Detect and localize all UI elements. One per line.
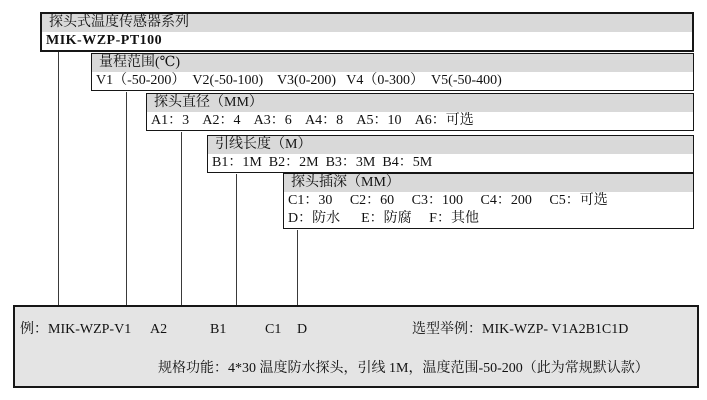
- example-code-a: A2: [150, 322, 168, 337]
- series-model: MIK-WZP-PT100: [42, 32, 692, 50]
- spec-description: 规格功能：4*30 温度防水探头，引线 1M，温度范围-50-200（此为常规默认款）: [158, 361, 649, 376]
- example-prefix: 例：MIK-WZP-V1: [20, 322, 132, 337]
- lead-length-header: 引线长度（M）: [208, 136, 693, 154]
- insertion-depth-box: [283, 173, 694, 229]
- insertion-depth-options: C1：30 C2：60 C3：100 C4：200 C5：可选: [284, 192, 693, 210]
- connector-line-series: [58, 52, 59, 305]
- insertion-depth-header: 探头插深（MM）: [284, 174, 693, 192]
- series-title: 探头式温度传感器系列: [42, 14, 692, 32]
- example-code-d: D: [297, 322, 308, 337]
- range-options: V1（-50-200） V2(-50-100) V3(0-200) V4（0-300） V5(-50-400): [92, 72, 693, 90]
- lead-length-box: [207, 135, 694, 173]
- example-box: [13, 305, 699, 388]
- diameter-box: [146, 93, 694, 131]
- diameter-options: A1：3 A2：4 A3：6 A4：8 A5：10 A6：可选: [147, 112, 693, 130]
- connector-line-depth: [297, 230, 298, 305]
- range-box: [91, 53, 694, 91]
- connector-line-diameter: [181, 132, 182, 305]
- range-header: 量程范围(℃): [92, 54, 693, 72]
- diameter-header: 探头直径（MM）: [147, 94, 693, 112]
- connector-line-range: [126, 92, 127, 305]
- lead-length-options: B1：1M B2：2M B3：3M B4：5M: [208, 154, 693, 172]
- example-code-c: C1: [265, 322, 282, 337]
- protection-options: D：防水 E：防腐 F：其他: [284, 210, 693, 228]
- selection-example: 选型举例：MIK-WZP- V1A2B1C1D: [412, 322, 629, 337]
- example-code-b: B1: [210, 322, 227, 337]
- connector-line-lead: [236, 174, 237, 305]
- series-box: [40, 12, 694, 52]
